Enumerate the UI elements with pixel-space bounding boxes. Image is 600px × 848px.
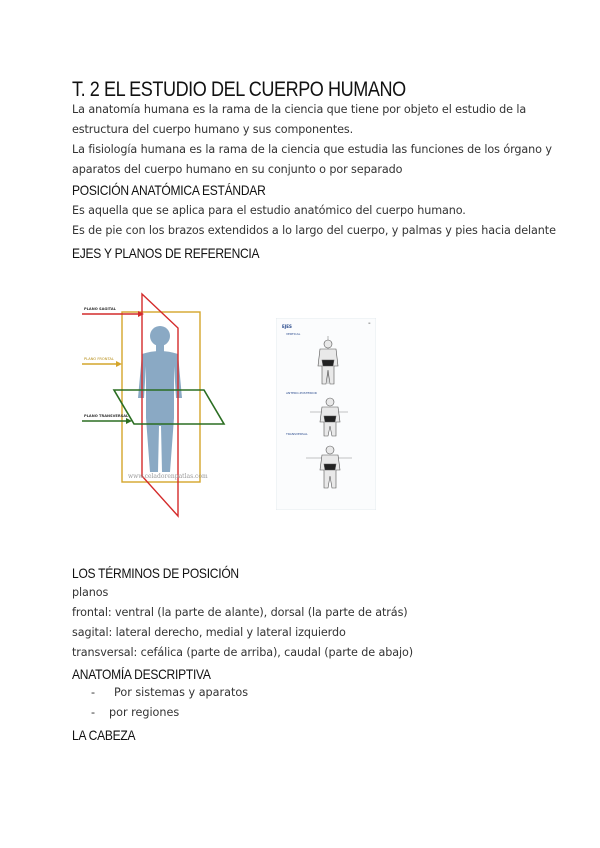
axes-label-2: ANTERO-POSTERIOR	[286, 391, 317, 395]
bullet-dash: -	[91, 706, 96, 719]
heading-ejes: EJES Y PLANOS DE REFERENCIA	[72, 245, 260, 261]
axes-figure	[276, 318, 376, 510]
watermark: www.celadorenpatlas.com	[128, 473, 208, 480]
posicion-line-1: Es aquella que se aplica para el estudio anatómico del cuerpo humano.	[72, 204, 466, 217]
heading-anatomia: ANATOMÍA DESCRIPTIVA	[72, 666, 211, 682]
terminos-line-1: planos	[72, 586, 109, 599]
terminos-line-3: sagital: lateral derecho, medial y lateral izquierdo	[72, 626, 346, 639]
heading-terminos: LOS TÉRMINOS DE POSICIÓN	[72, 565, 239, 581]
label-sagital: PLANO SAGITAL	[84, 307, 116, 311]
planes-figure	[78, 286, 238, 518]
posicion-line-2: Es de pie con los brazos extendidos a lo largo del cuerpo, y palmas y pies hacia delante	[72, 224, 556, 237]
intro-line-1: La anatomía humana es la rama de la ciencia que tiene por objeto el estudio de la	[72, 103, 527, 116]
axes-label-1: VERTICAL	[286, 332, 301, 336]
page-title: T. 2 EL ESTUDIO DEL CUERPO HUMANO	[72, 78, 406, 101]
terminos-line-4: transversal: cefálica (parte de arriba), caudal (parte de abajo)	[72, 646, 414, 659]
body-silhouette	[138, 326, 182, 472]
axes-label-3: TRANSVERSAL	[286, 432, 308, 436]
axes-top-label: EJES	[282, 324, 292, 329]
label-frontal: PLANO FRONTAL	[84, 357, 114, 361]
anatomia-item-2: por regiones	[109, 706, 180, 719]
terminos-line-2: frontal: ventral (la parte de alante), dorsal (la parte de atrás)	[72, 606, 408, 619]
heading-posicion: POSICIÓN ANATÓMICA ESTÁNDAR	[72, 182, 266, 198]
bullet-dash: -	[91, 686, 96, 699]
label-transversal: PLANO TRANSVERSAL	[84, 414, 129, 418]
intro-line-4: aparatos del cuerpo humano en su conjunto o por separado	[72, 163, 403, 176]
heading-cabeza: LA CABEZA	[72, 727, 136, 743]
svg-text:≡: ≡	[368, 321, 371, 325]
intro-line-3: La fisiología humana es la rama de la ciencia que estudia las funciones de los órgano y	[72, 143, 552, 156]
anatomia-item-1: Por sistemas y aparatos	[114, 686, 249, 699]
intro-line-2: estructura del cuerpo humano y sus componentes.	[72, 123, 354, 136]
